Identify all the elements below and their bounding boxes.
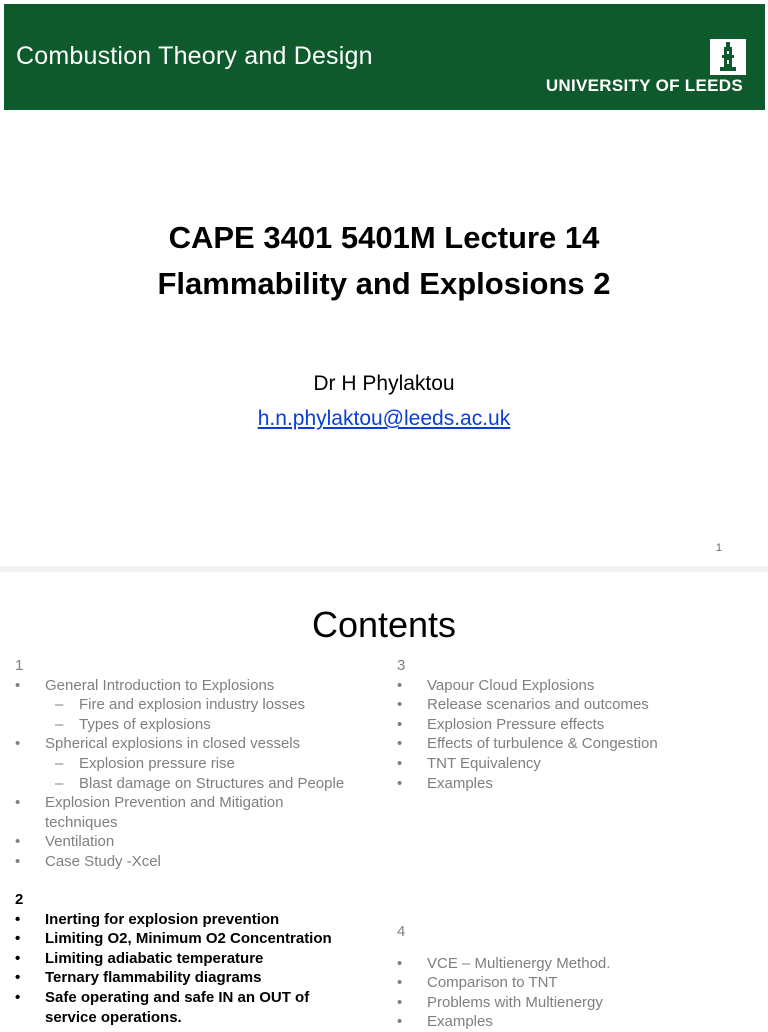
- list-subitem: – Fire and explosion industry losses: [15, 695, 375, 715]
- list-item: • Ternary flammability diagrams: [15, 968, 355, 988]
- list-subitem: – Explosion pressure rise: [15, 754, 375, 774]
- list-item: • VCE – Multienergy Method.: [397, 954, 737, 974]
- section-2: [15, 890, 355, 1027]
- section-3: [397, 656, 737, 793]
- list-item: • Release scenarios and outcomes: [397, 695, 737, 715]
- section-number: 2: [15, 891, 24, 908]
- contents-title: Contents: [311, 604, 457, 645]
- list-item: • Ventilation: [15, 832, 375, 852]
- list-item: • Effects of turbulence & Congestion: [397, 734, 737, 754]
- list-item: • TNT Equivalency: [397, 754, 737, 774]
- list-item: • General Introduction to Explosions: [15, 676, 375, 696]
- course-title: Combustion Theory and Design: [16, 42, 373, 70]
- list-item: • Limiting adiabatic temperature: [15, 949, 355, 969]
- leeds-tower-logo-icon: [710, 39, 746, 75]
- list-item: • Explosion Prevention and Mitigation techniques: [15, 793, 325, 832]
- email-link[interactable]: h.n.phylaktou@leeds.ac.uk: [257, 407, 511, 430]
- lecture-title-line1: CAPE 3401 5401M Lecture 14: [168, 220, 600, 255]
- author-name: Dr H Phylaktou: [313, 372, 455, 395]
- section-number: 1: [15, 657, 24, 674]
- list-item: • Vapour Cloud Explosions: [397, 676, 737, 696]
- list-item: • Explosion Pressure effects: [397, 715, 737, 735]
- list-item: • Inerting for explosion prevention: [15, 910, 355, 930]
- section-1: [15, 656, 375, 872]
- section-number: 3: [397, 657, 406, 674]
- lecture-title-line2: Flammability and Explosions 2: [157, 266, 611, 301]
- header-banner: [4, 4, 765, 110]
- section-number: 4: [397, 923, 406, 940]
- list-item: • Spherical explosions in closed vessels: [15, 734, 375, 754]
- list-item: • Examples: [397, 774, 737, 794]
- list-item: • Safe operating and safe IN an OUT of service operations.: [15, 988, 335, 1027]
- page-number: 1: [715, 542, 722, 554]
- list-item: • Problems with Multienergy: [397, 993, 737, 1013]
- list-item: • Comparison to TNT: [397, 973, 737, 993]
- list-item: • Limiting O2, Minimum O2 Concentration: [15, 929, 355, 949]
- list-subitem: – Blast damage on Structures and People: [15, 774, 375, 794]
- contents-slide: [0, 572, 768, 1031]
- section-4: [397, 922, 737, 1032]
- list-subitem: – Types of explosions: [15, 715, 375, 735]
- university-name: UNIVERSITY OF LEEDS: [545, 76, 743, 95]
- list-item: • Case Study -Xcel: [15, 852, 375, 872]
- list-item: • Examples: [397, 1012, 737, 1032]
